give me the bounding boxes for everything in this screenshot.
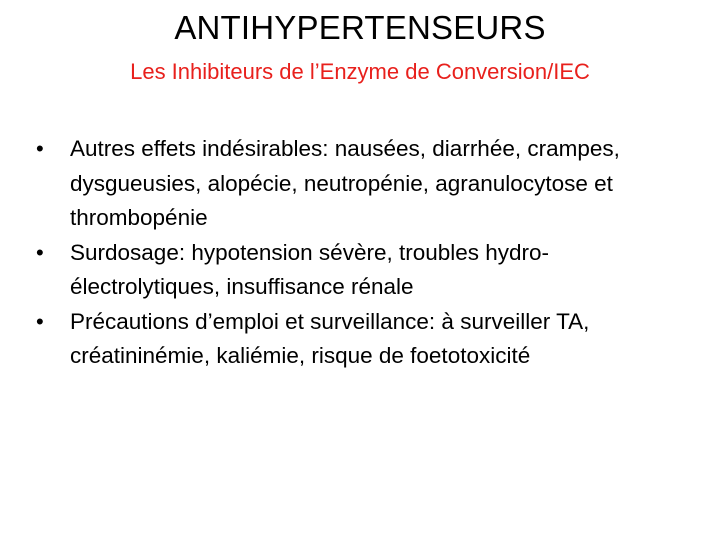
bullet-icon: • bbox=[36, 239, 44, 265]
slide-subtitle: Les Inhibiteurs de l’Enzyme de Conversion/IEC bbox=[130, 59, 590, 84]
bullet-text: Autres effets indésirables: nausées, diarrhée, crampes, dysgueusies, alopécie, neutropénie, agranulocytose et thrombopénie bbox=[70, 136, 620, 230]
bullet-icon: • bbox=[36, 136, 44, 161]
bullet-text: Surdosage: hypotension sévère, troubles hydro-électrolytiques, insuffisance rénale bbox=[70, 239, 550, 299]
bullet-text: Précautions d’emploi et surveillance: à surveiller TA, créatininémie, kaliémie, risque de foetotoxicité bbox=[70, 308, 590, 368]
bullet-list bbox=[36, 132, 686, 374]
bullet-icon: • bbox=[36, 308, 44, 334]
bullet-item-side-effects bbox=[36, 132, 686, 236]
bullet-item-overdose bbox=[36, 236, 686, 305]
slide-title: ANTIHYPERTENSEURS bbox=[174, 9, 546, 46]
bullet-item-precautions bbox=[36, 305, 686, 374]
